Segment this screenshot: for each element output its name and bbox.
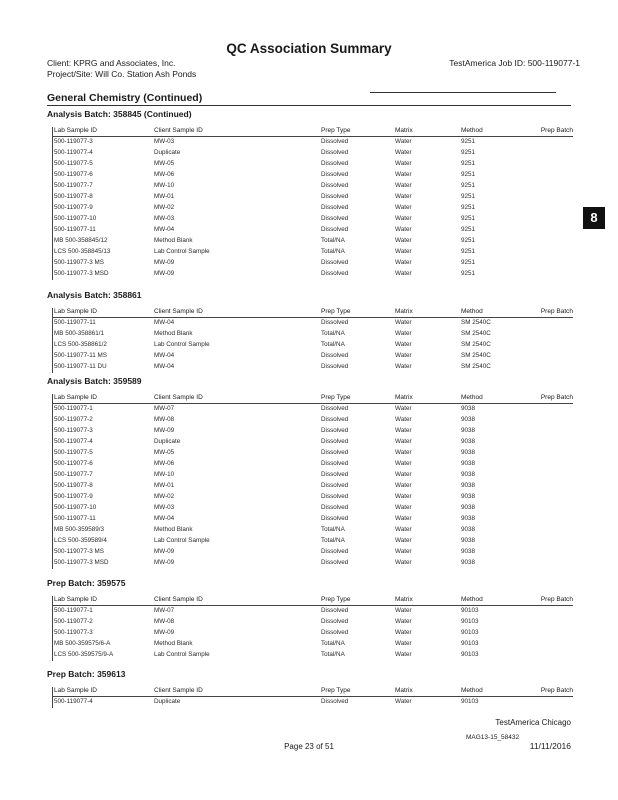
- column-header-matrix: Matrix: [395, 308, 413, 315]
- footer-date: 11/11/2016: [529, 741, 571, 751]
- footer-lab: TestAmerica Chicago: [495, 718, 571, 727]
- header-rule: [53, 136, 573, 137]
- cell-client-sample-id: Method Blank: [154, 640, 193, 647]
- cell-method: 90103: [461, 629, 479, 636]
- cell-prep-type: Dissolved: [321, 171, 349, 178]
- cell-matrix: Water: [395, 607, 412, 614]
- column-header-prep-type: Prep Type: [321, 308, 351, 315]
- section-divider: [47, 105, 571, 106]
- column-header-lab-sample-id: Lab Sample ID: [54, 687, 97, 694]
- cell-prep-type: Dissolved: [321, 618, 349, 625]
- cell-method: 9251: [461, 259, 476, 266]
- table-row: [47, 482, 573, 493]
- column-header-client-sample-id: Client Sample ID: [154, 687, 203, 694]
- table-row: [47, 504, 573, 515]
- cell-client-sample-id: MW-09: [154, 270, 175, 277]
- cell-lab-sample-id: 500-119077-4: [54, 149, 93, 156]
- cell-method: 9251: [461, 182, 476, 189]
- cell-method: 9251: [461, 248, 476, 255]
- cell-prep-type: Total/NA: [321, 651, 345, 658]
- table-row: [47, 226, 573, 237]
- cell-prep-type: Dissolved: [321, 204, 349, 211]
- column-header-client-sample-id: Client Sample ID: [154, 127, 203, 134]
- cell-prep-type: Dissolved: [321, 405, 349, 412]
- batch-title: Prep Batch: 359613: [47, 669, 126, 679]
- column-header-client-sample-id: Client Sample ID: [154, 596, 203, 603]
- cell-lab-sample-id: MB 500-358845/12: [54, 237, 108, 244]
- cell-matrix: Water: [395, 193, 412, 200]
- cell-client-sample-id: MW-04: [154, 319, 175, 326]
- footer-page-number: Page 23 of 51: [284, 742, 334, 751]
- cell-client-sample-id: MW-05: [154, 160, 175, 167]
- cell-lab-sample-id: 500-119077-7: [54, 471, 93, 478]
- table-row: [47, 427, 573, 438]
- cell-lab-sample-id: 500-119077-8: [54, 193, 93, 200]
- cell-prep-type: Dissolved: [321, 138, 349, 145]
- cell-matrix: Water: [395, 515, 412, 522]
- cell-method: 9038: [461, 526, 476, 533]
- column-header-lab-sample-id: Lab Sample ID: [54, 127, 97, 134]
- cell-matrix: Water: [395, 651, 412, 658]
- cell-client-sample-id: Lab Control Sample: [154, 341, 210, 348]
- cell-client-sample-id: Duplicate: [154, 698, 181, 705]
- page-title: QC Association Summary: [226, 41, 392, 56]
- column-header-prep-type: Prep Type: [321, 394, 351, 401]
- cell-client-sample-id: MW-07: [154, 607, 175, 614]
- column-header-method: Method: [461, 394, 483, 401]
- cell-client-sample-id: MW-06: [154, 460, 175, 467]
- cell-client-sample-id: MW-08: [154, 416, 175, 423]
- cell-matrix: Water: [395, 248, 412, 255]
- cell-matrix: Water: [395, 438, 412, 445]
- table-row: [47, 618, 573, 629]
- cell-method: 9251: [461, 226, 476, 233]
- cell-prep-type: Dissolved: [321, 193, 349, 200]
- cell-prep-type: Total/NA: [321, 248, 345, 255]
- cell-method: 9251: [461, 204, 476, 211]
- table-row: [47, 352, 573, 363]
- table-row: [47, 248, 573, 259]
- table-row: [47, 193, 573, 204]
- cell-method: 9251: [461, 149, 476, 156]
- cell-prep-type: Total/NA: [321, 526, 345, 533]
- cell-lab-sample-id: 500-119077-3: [54, 427, 93, 434]
- cell-matrix: Water: [395, 182, 412, 189]
- column-header-method: Method: [461, 308, 483, 315]
- cell-lab-sample-id: 500-119077-2: [54, 618, 93, 625]
- table-row: [47, 270, 573, 281]
- cell-method: 9251: [461, 160, 476, 167]
- cell-client-sample-id: MW-09: [154, 548, 175, 555]
- cell-client-sample-id: MW-09: [154, 259, 175, 266]
- cell-method: 9038: [461, 471, 476, 478]
- cell-matrix: Water: [395, 698, 412, 705]
- cell-matrix: Water: [395, 482, 412, 489]
- cell-method: SM 2540C: [461, 330, 491, 337]
- table-row: [47, 460, 573, 471]
- batch-title: Analysis Batch: 359589: [47, 376, 142, 386]
- table-row: [47, 149, 573, 160]
- cell-method: 90103: [461, 607, 479, 614]
- cell-lab-sample-id: 500-119077-11 DU: [54, 363, 107, 370]
- cell-client-sample-id: MW-05: [154, 449, 175, 456]
- cell-method: 9038: [461, 460, 476, 467]
- cell-method: 9038: [461, 482, 476, 489]
- column-header-prep-type: Prep Type: [321, 596, 351, 603]
- cell-lab-sample-id: LCS 500-359575/9-A: [54, 651, 114, 658]
- cell-matrix: Water: [395, 352, 412, 359]
- cell-client-sample-id: Method Blank: [154, 330, 193, 337]
- column-header-prep-batch: Prep Batch: [540, 687, 573, 694]
- header-rule: [53, 403, 573, 404]
- column-header-prep-type: Prep Type: [321, 127, 351, 134]
- cell-method: 90103: [461, 698, 479, 705]
- cell-prep-type: Dissolved: [321, 226, 349, 233]
- cell-matrix: Water: [395, 405, 412, 412]
- cell-lab-sample-id: 500-119077-3: [54, 138, 93, 145]
- table-row: [47, 640, 573, 651]
- cell-lab-sample-id: 500-119077-11: [54, 319, 96, 326]
- cell-matrix: Water: [395, 449, 412, 456]
- column-header-matrix: Matrix: [395, 596, 413, 603]
- cell-client-sample-id: MW-04: [154, 352, 175, 359]
- cell-lab-sample-id: 500-119077-3 MSD: [54, 270, 109, 277]
- cell-client-sample-id: MW-01: [154, 482, 175, 489]
- client-name: Client: KPRG and Associates, Inc.: [47, 58, 176, 68]
- cell-lab-sample-id: 500-119077-1: [54, 607, 93, 614]
- cell-prep-type: Dissolved: [321, 515, 349, 522]
- column-header-lab-sample-id: Lab Sample ID: [54, 596, 97, 603]
- table-row: [47, 182, 573, 193]
- table-row: [47, 515, 573, 526]
- column-header-prep-batch: Prep Batch: [540, 394, 573, 401]
- cell-prep-type: Dissolved: [321, 259, 349, 266]
- cell-lab-sample-id: 500-119077-3 MSD: [54, 559, 109, 566]
- cell-prep-type: Dissolved: [321, 698, 349, 705]
- cell-matrix: Water: [395, 559, 412, 566]
- cell-method: 90103: [461, 651, 479, 658]
- cell-matrix: Water: [395, 215, 412, 222]
- cell-lab-sample-id: 500-119077-2: [54, 416, 93, 423]
- table-row: [47, 341, 573, 352]
- cell-method: 9251: [461, 138, 476, 145]
- cell-lab-sample-id: 500-119077-9: [54, 493, 93, 500]
- cell-method: SM 2540C: [461, 341, 491, 348]
- cell-matrix: Water: [395, 471, 412, 478]
- cell-lab-sample-id: 500-119077-10: [54, 504, 97, 511]
- cell-client-sample-id: MW-09: [154, 559, 175, 566]
- cell-method: SM 2540C: [461, 352, 491, 359]
- cell-lab-sample-id: 500-119077-6: [54, 460, 93, 467]
- cell-client-sample-id: MW-03: [154, 215, 175, 222]
- cell-method: 9038: [461, 427, 476, 434]
- cell-lab-sample-id: MB 500-359589/3: [54, 526, 105, 533]
- column-header-matrix: Matrix: [395, 127, 413, 134]
- cell-lab-sample-id: 500-119077-5: [54, 449, 93, 456]
- footer-doc-id: MAG13-15_58432: [466, 734, 520, 741]
- cell-lab-sample-id: LCS 500-358845/13: [54, 248, 111, 255]
- cell-prep-type: Total/NA: [321, 330, 345, 337]
- cell-prep-type: Dissolved: [321, 149, 349, 156]
- cell-client-sample-id: MW-09: [154, 427, 175, 434]
- cell-prep-type: Dissolved: [321, 182, 349, 189]
- column-header-matrix: Matrix: [395, 687, 413, 694]
- cell-matrix: Water: [395, 149, 412, 156]
- cell-matrix: Water: [395, 138, 412, 145]
- cell-prep-type: Dissolved: [321, 504, 349, 511]
- cell-method: 9038: [461, 416, 476, 423]
- cell-prep-type: Total/NA: [321, 341, 345, 348]
- cell-method: 9251: [461, 237, 476, 244]
- cell-prep-type: Dissolved: [321, 215, 349, 222]
- cell-client-sample-id: MW-06: [154, 171, 175, 178]
- cell-lab-sample-id: MB 500-358861/1: [54, 330, 105, 337]
- cell-method: 9038: [461, 537, 476, 544]
- cell-prep-type: Dissolved: [321, 493, 349, 500]
- header-rule: [53, 317, 573, 318]
- cell-client-sample-id: MW-10: [154, 182, 175, 189]
- cell-prep-type: Dissolved: [321, 352, 349, 359]
- table-row: [47, 138, 573, 149]
- cell-client-sample-id: Lab Control Sample: [154, 537, 210, 544]
- cell-matrix: Water: [395, 226, 412, 233]
- project-site: Project/Site: Will Co. Station Ash Ponds: [47, 69, 197, 79]
- cell-prep-type: Dissolved: [321, 607, 349, 614]
- cell-prep-type: Dissolved: [321, 416, 349, 423]
- cell-lab-sample-id: 500-119077-9: [54, 204, 93, 211]
- batch-title: Analysis Batch: 358845 (Continued): [47, 109, 192, 119]
- cell-client-sample-id: Duplicate: [154, 438, 181, 445]
- table-row: [47, 416, 573, 427]
- cell-method: 90103: [461, 618, 479, 625]
- cell-lab-sample-id: LCS 500-359589/4: [54, 537, 107, 544]
- cell-lab-sample-id: 500-119077-7: [54, 182, 93, 189]
- cell-prep-type: Dissolved: [321, 438, 349, 445]
- table-row: [47, 607, 573, 618]
- cell-prep-type: Dissolved: [321, 270, 349, 277]
- cell-prep-type: Dissolved: [321, 319, 349, 326]
- cell-matrix: Water: [395, 526, 412, 533]
- cell-matrix: Water: [395, 363, 412, 370]
- cell-client-sample-id: Duplicate: [154, 149, 181, 156]
- table-row: [47, 698, 573, 709]
- batch-title: Analysis Batch: 358861: [47, 290, 142, 300]
- cell-matrix: Water: [395, 259, 412, 266]
- section-tab[interactable]: 8: [583, 207, 605, 229]
- cell-lab-sample-id: 500-119077-3: [54, 629, 93, 636]
- table-row: [47, 449, 573, 460]
- table-row: [47, 405, 573, 416]
- signature-line: [370, 92, 556, 93]
- table-row: [47, 160, 573, 171]
- cell-matrix: Water: [395, 460, 412, 467]
- cell-prep-type: Dissolved: [321, 548, 349, 555]
- cell-method: 9038: [461, 493, 476, 500]
- cell-matrix: Water: [395, 618, 412, 625]
- cell-lab-sample-id: 500-119077-6: [54, 171, 93, 178]
- column-header-prep-type: Prep Type: [321, 687, 351, 694]
- cell-prep-type: Dissolved: [321, 460, 349, 467]
- table-row: [47, 319, 573, 330]
- table-row: [47, 629, 573, 640]
- cell-client-sample-id: MW-04: [154, 226, 175, 233]
- cell-matrix: Water: [395, 416, 412, 423]
- cell-client-sample-id: Method Blank: [154, 526, 193, 533]
- cell-matrix: Water: [395, 493, 412, 500]
- cell-matrix: Water: [395, 341, 412, 348]
- cell-lab-sample-id: LCS 500-358861/2: [54, 341, 107, 348]
- table-row: [47, 537, 573, 548]
- cell-matrix: Water: [395, 270, 412, 277]
- cell-prep-type: Dissolved: [321, 629, 349, 636]
- cell-lab-sample-id: 500-119077-4: [54, 698, 93, 705]
- cell-matrix: Water: [395, 160, 412, 167]
- cell-method: 9038: [461, 515, 476, 522]
- cell-prep-type: Total/NA: [321, 537, 345, 544]
- cell-prep-type: Dissolved: [321, 471, 349, 478]
- cell-method: SM 2540C: [461, 319, 491, 326]
- cell-client-sample-id: Lab Control Sample: [154, 248, 210, 255]
- table-row: [47, 204, 573, 215]
- cell-lab-sample-id: 500-119077-11: [54, 515, 96, 522]
- cell-prep-type: Total/NA: [321, 640, 345, 647]
- table-row: [47, 259, 573, 270]
- table-row: [47, 438, 573, 449]
- cell-client-sample-id: Method Blank: [154, 237, 193, 244]
- cell-prep-type: Dissolved: [321, 427, 349, 434]
- cell-matrix: Water: [395, 237, 412, 244]
- column-header-client-sample-id: Client Sample ID: [154, 394, 203, 401]
- cell-method: 9038: [461, 559, 476, 566]
- cell-lab-sample-id: 500-119077-3 MS: [54, 259, 104, 266]
- column-header-prep-batch: Prep Batch: [540, 127, 573, 134]
- column-header-method: Method: [461, 687, 483, 694]
- column-header-lab-sample-id: Lab Sample ID: [54, 394, 97, 401]
- cell-matrix: Water: [395, 427, 412, 434]
- column-header-lab-sample-id: Lab Sample ID: [54, 308, 97, 315]
- cell-method: 9038: [461, 438, 476, 445]
- cell-matrix: Water: [395, 204, 412, 211]
- cell-lab-sample-id: MB 500-359575/6-A: [54, 640, 111, 647]
- column-header-client-sample-id: Client Sample ID: [154, 308, 203, 315]
- cell-method: 9038: [461, 548, 476, 555]
- cell-matrix: Water: [395, 537, 412, 544]
- cell-client-sample-id: MW-02: [154, 493, 175, 500]
- cell-lab-sample-id: 500-119077-11: [54, 226, 96, 233]
- cell-client-sample-id: MW-04: [154, 363, 175, 370]
- cell-lab-sample-id: 500-119077-10: [54, 215, 97, 222]
- cell-prep-type: Dissolved: [321, 160, 349, 167]
- column-header-prep-batch: Prep Batch: [540, 596, 573, 603]
- cell-method: 9038: [461, 405, 476, 412]
- cell-client-sample-id: MW-09: [154, 629, 175, 636]
- cell-lab-sample-id: 500-119077-8: [54, 482, 93, 489]
- table-row: [47, 237, 573, 248]
- cell-client-sample-id: MW-04: [154, 515, 175, 522]
- table-row: [47, 526, 573, 537]
- cell-matrix: Water: [395, 171, 412, 178]
- table-row: [47, 493, 573, 504]
- column-header-method: Method: [461, 127, 483, 134]
- cell-method: 9251: [461, 193, 476, 200]
- table-row: [47, 471, 573, 482]
- table-row: [47, 548, 573, 559]
- cell-client-sample-id: MW-10: [154, 471, 175, 478]
- cell-method: 9251: [461, 171, 476, 178]
- cell-method: 9251: [461, 215, 476, 222]
- table-row: [47, 171, 573, 182]
- section-title: General Chemistry (Continued): [47, 92, 203, 104]
- cell-client-sample-id: MW-02: [154, 204, 175, 211]
- cell-client-sample-id: MW-08: [154, 618, 175, 625]
- cell-prep-type: Total/NA: [321, 237, 345, 244]
- cell-method: 9038: [461, 504, 476, 511]
- header-rule: [53, 605, 573, 606]
- cell-matrix: Water: [395, 548, 412, 555]
- cell-lab-sample-id: 500-119077-3 MS: [54, 548, 104, 555]
- cell-matrix: Water: [395, 640, 412, 647]
- column-header-method: Method: [461, 596, 483, 603]
- cell-client-sample-id: MW-01: [154, 193, 175, 200]
- cell-prep-type: Dissolved: [321, 449, 349, 456]
- cell-client-sample-id: Lab Control Sample: [154, 651, 210, 658]
- cell-client-sample-id: MW-03: [154, 504, 175, 511]
- column-header-matrix: Matrix: [395, 394, 413, 401]
- cell-matrix: Water: [395, 504, 412, 511]
- cell-lab-sample-id: 500-119077-4: [54, 438, 93, 445]
- cell-prep-type: Dissolved: [321, 482, 349, 489]
- cell-matrix: Water: [395, 330, 412, 337]
- cell-method: 9038: [461, 449, 476, 456]
- table-row: [47, 363, 573, 374]
- cell-method: SM 2540C: [461, 363, 491, 370]
- cell-lab-sample-id: 500-119077-11 MS: [54, 352, 107, 359]
- batch-title: Prep Batch: 359575: [47, 578, 126, 588]
- cell-method: 9251: [461, 270, 476, 277]
- cell-matrix: Water: [395, 629, 412, 636]
- header-rule: [53, 696, 573, 697]
- column-header-prep-batch: Prep Batch: [540, 308, 573, 315]
- table-row: [47, 215, 573, 226]
- cell-prep-type: Dissolved: [321, 559, 349, 566]
- cell-lab-sample-id: 500-119077-1: [54, 405, 93, 412]
- table-row: [47, 330, 573, 341]
- table-row: [47, 651, 573, 662]
- cell-matrix: Water: [395, 319, 412, 326]
- cell-client-sample-id: MW-07: [154, 405, 175, 412]
- job-id: TestAmerica Job ID: 500-119077-1: [449, 58, 580, 68]
- cell-prep-type: Dissolved: [321, 363, 349, 370]
- cell-lab-sample-id: 500-119077-5: [54, 160, 93, 167]
- table-row: [47, 559, 573, 570]
- cell-client-sample-id: MW-03: [154, 138, 175, 145]
- cell-method: 90103: [461, 640, 479, 647]
